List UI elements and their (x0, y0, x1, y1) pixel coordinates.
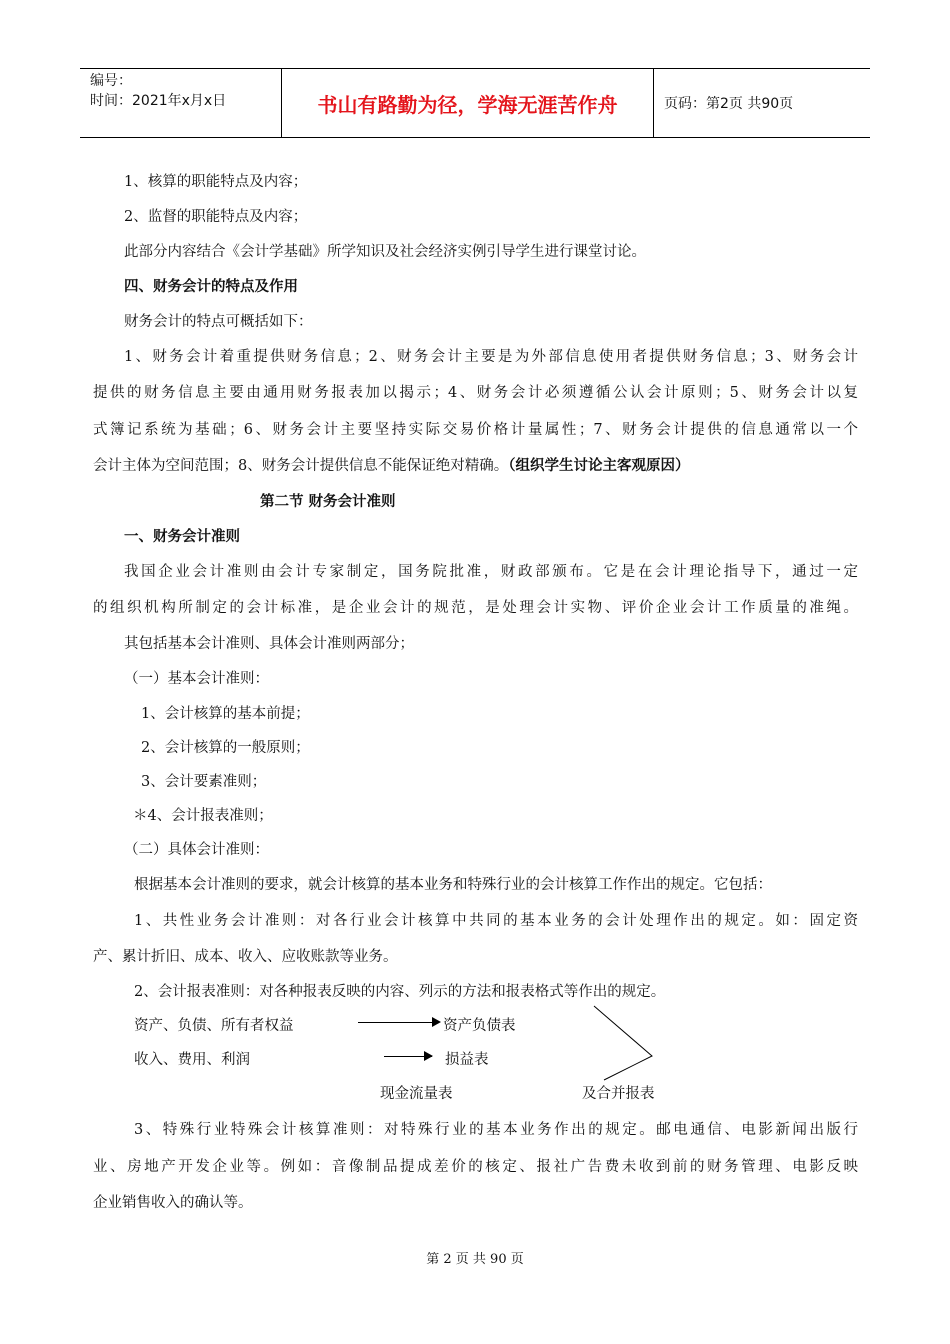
arrow-line (358, 1022, 432, 1023)
text-line: 1、会计核算的基本前提； (141, 706, 310, 722)
header-table (80, 68, 870, 138)
paragraph-line: 企业销售收入的确认等。 (93, 1195, 253, 1211)
paragraph-line: 业、房地产开发企业等。例如：音像制品提成差价的核定、报社广告费未收到前的财务管理、电影反映 (93, 1159, 858, 1175)
text-line: （二）具体会计准则： (124, 842, 269, 858)
text-line: （一）基本会计准则： (124, 671, 269, 687)
diagram-left-label: 资产、负债、所有者权益 (134, 1018, 294, 1034)
text-line: 此部分内容结合《会计学基础》所学知识及社会经济实例引导学生进行课堂讨论。 (124, 244, 646, 260)
diagram-bottom-label: 现金流量表 (380, 1086, 453, 1102)
text-line: ＊4、会计报表准则； (133, 808, 273, 824)
number-label: 编号： (90, 73, 132, 89)
section-heading: 四、财务会计的特点及作用 (124, 279, 298, 295)
text-line: 2、会计核算的一般原则； (141, 740, 310, 756)
bracket-lines (590, 1004, 660, 1082)
section-heading: 一、财务会计准则 (124, 529, 240, 545)
paragraph-line: 3、特殊行业特殊会计核算准则：对特殊行业的基本业务作出的规定。邮电通信、电影新闻出版行 (134, 1122, 858, 1138)
paragraph-line (93, 454, 689, 475)
time-label: 时间：2021年x月x日 (90, 93, 227, 109)
arrow-head-icon (432, 1017, 441, 1027)
discussion-note: （组织学生讨论主客观原因） (508, 458, 690, 474)
paragraph-text: 会计主体为空间范围；8、财务会计提供信息不能保证绝对精确。 (93, 458, 509, 474)
page-label: 页码：第2页 共90页 (664, 96, 794, 112)
paragraph-line: 我国企业会计准则由会计专家制定，国务院批准，财政部颁布。它是在会计理论指导下，通过一定 (124, 564, 858, 580)
diagram-right-label: 损益表 (445, 1052, 489, 1068)
text-line: 财务会计的特点可概括如下： (124, 314, 313, 330)
footer-page-number: 第 2 页 共 90 页 (426, 1252, 524, 1267)
text-line: 其包括基本会计准则、具体会计准则两部分； (124, 636, 414, 652)
arrow-head-icon (424, 1051, 433, 1061)
diagram-right-label: 资产负债表 (443, 1018, 516, 1034)
text-line: 3、会计要素准则； (141, 774, 267, 790)
diagram-left-label: 收入、费用、利润 (134, 1052, 250, 1068)
paragraph-line: 提供的财务信息主要由通用财务报表加以揭示；4、财务会计必须遵循公认会计原则；5、财务会计以复 (93, 385, 858, 401)
text-line: 1、核算的职能特点及内容； (124, 174, 308, 190)
header-meta (80, 69, 282, 137)
text-line: 根据基本会计准则的要求，就会计核算的基本业务和特殊行业的会计核算工作作出的规定。它包括： (134, 877, 772, 893)
text-line: 2、监督的职能特点及内容； (124, 209, 308, 225)
motto: 书山有路勤为径，学海无涯苦作舟 (282, 69, 654, 137)
section-title: 第二节 财务会计准则 (260, 494, 396, 510)
paragraph-line: 产、累计折旧、成本、收入、应收账款等业务。 (93, 949, 398, 965)
diagram-bottom-label: 及合并报表 (582, 1086, 655, 1102)
paragraph-line: 的组织机构所制定的会计标准，是企业会计的规范，是处理会计实物、评价企业会计工作质量的准绳。 (93, 600, 858, 616)
paragraph-line: 1、财务会计着重提供财务信息；2、财务会计主要是为外部信息使用者提供财务信息；3、财务会计 (124, 349, 858, 365)
text-line: 2、会计报表准则：对各种报表反映的内容、列示的方法和报表格式等作出的规定。 (134, 984, 666, 1000)
paragraph-line: 1、共性业务会计准则：对各行业会计核算中共同的基本业务的会计处理作出的规定。如：固定资 (134, 913, 858, 929)
paragraph-line: 式簿记系统为基础；6、财务会计主要坚持实际交易价格计量属性；7、财务会计提供的信息通常以一个 (93, 422, 858, 438)
